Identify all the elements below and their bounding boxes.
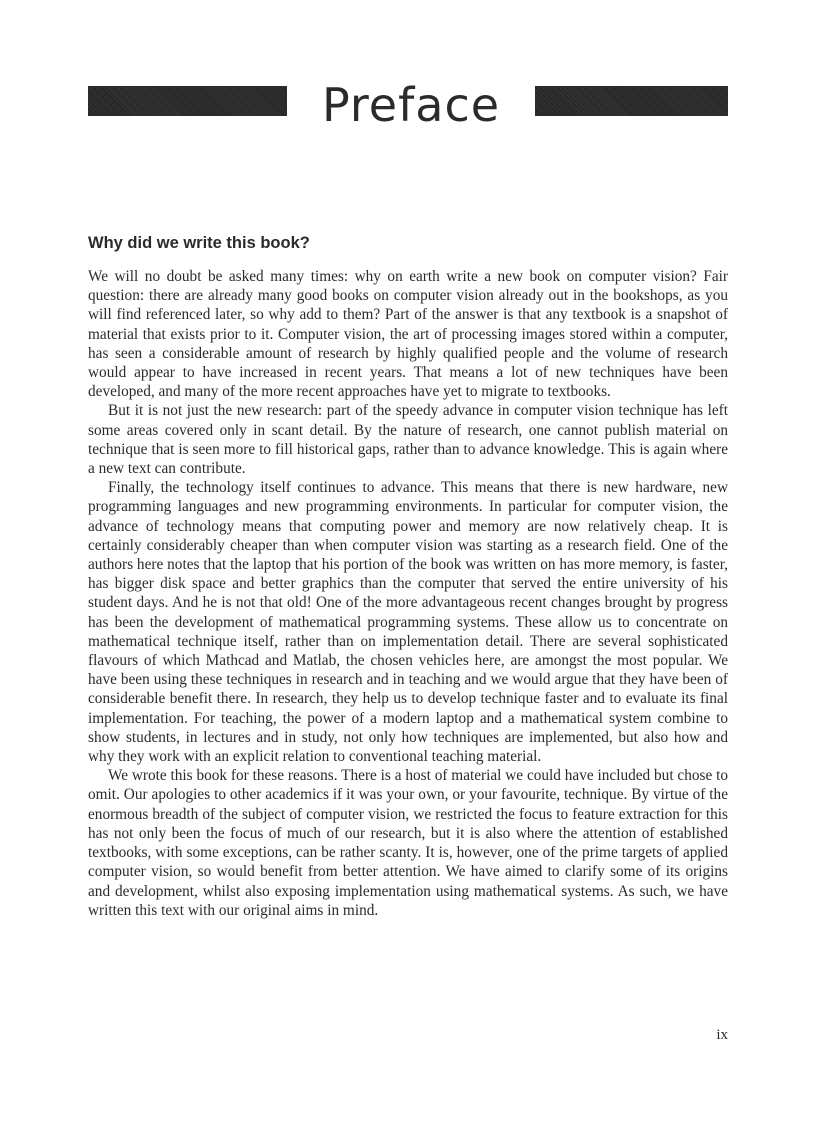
chapter-title: Preface [321, 78, 501, 132]
paragraph-1: We will no doubt be asked many times: why on earth write a new book on computer vision? Fair question: there are already many good books on computer vision already out in the bookshops, as you will find referenced later, so why add to them? Part of the answer is that any textbook is a snapshot of material that exists prior to it. Computer vision, the art of processing images stored within a computer, has seen a considerable amount of research by highly qualified people and the volume of research would appear to have increased in recent years. That means a lot of new techniques have been developed, and many of the more recent approaches have yet to migrate to textbooks. [88, 268, 728, 401]
paragraph-2: But it is not just the new research: part of the speedy advance in computer vision technique has left some areas covered only in scant detail. By the nature of research, one cannot publish material on technique that is seen more to fill historical gaps, rather than to advance knowledge. This is again where a new text can contribute. [88, 402, 728, 478]
paragraph-3: Finally, the technology itself continues to advance. This means that there is new hardware, new programming languages and new programming environments. In particular for computer vision, the advance of technology means that computing power and memory are now relatively cheap. It is certainly considerably cheaper than when computer vision was starting as a research field. One of the authors here notes that the laptop that his portion of the book was written on has more memory, is faster, has bigger disk space and better graphics than the computer that served the entire university of his student days. And he is not that old! One of the more advantageous recent changes brought by progress has been the development of mathematical programming systems. These allow us to concentrate on mathematical technique itself, rather than on implementation detail. There are several sophisticated flavours of which Mathcad and Matlab, the chosen vehicles here, are amongst the most popular. We have been using these techniques in research and in teaching and we would argue that they have been of considerable benefit there. In research, they help us to develop technique faster and to evaluate its final implementation. For teaching, the power of a modern laptop and a mathematical system combine to show students, in lectures and in study, not only how techniques are implemented, but also how and why they work with an explicit relation to conventional teaching material. [88, 479, 728, 766]
paragraph-4: We wrote this book for these reasons. There is a host of material we could have included but chose to omit. Our apologies to other academics if it was your own, or your favourite, technique. By virtue of the enormous breadth of the subject of computer vision, we restricted the focus to feature extraction for this has not only been the focus of much of our research, but it is also where the attention of established textbooks, with some exceptions, can be rather scanty. It is, however, one of the prime targets of applied computer vision, so would benefit from better attention. We have aimed to clarify some of its origins and development, whilst also exposing implementation using mathematical systems. As such, we have written this text with our original aims in mind. [88, 767, 728, 919]
body-text [88, 267, 728, 920]
page-number: ix [716, 1027, 728, 1043]
title-decoration-bar-left [88, 86, 287, 116]
section-heading: Why did we write this book? [88, 234, 310, 252]
title-decoration-bar-right [535, 86, 728, 116]
